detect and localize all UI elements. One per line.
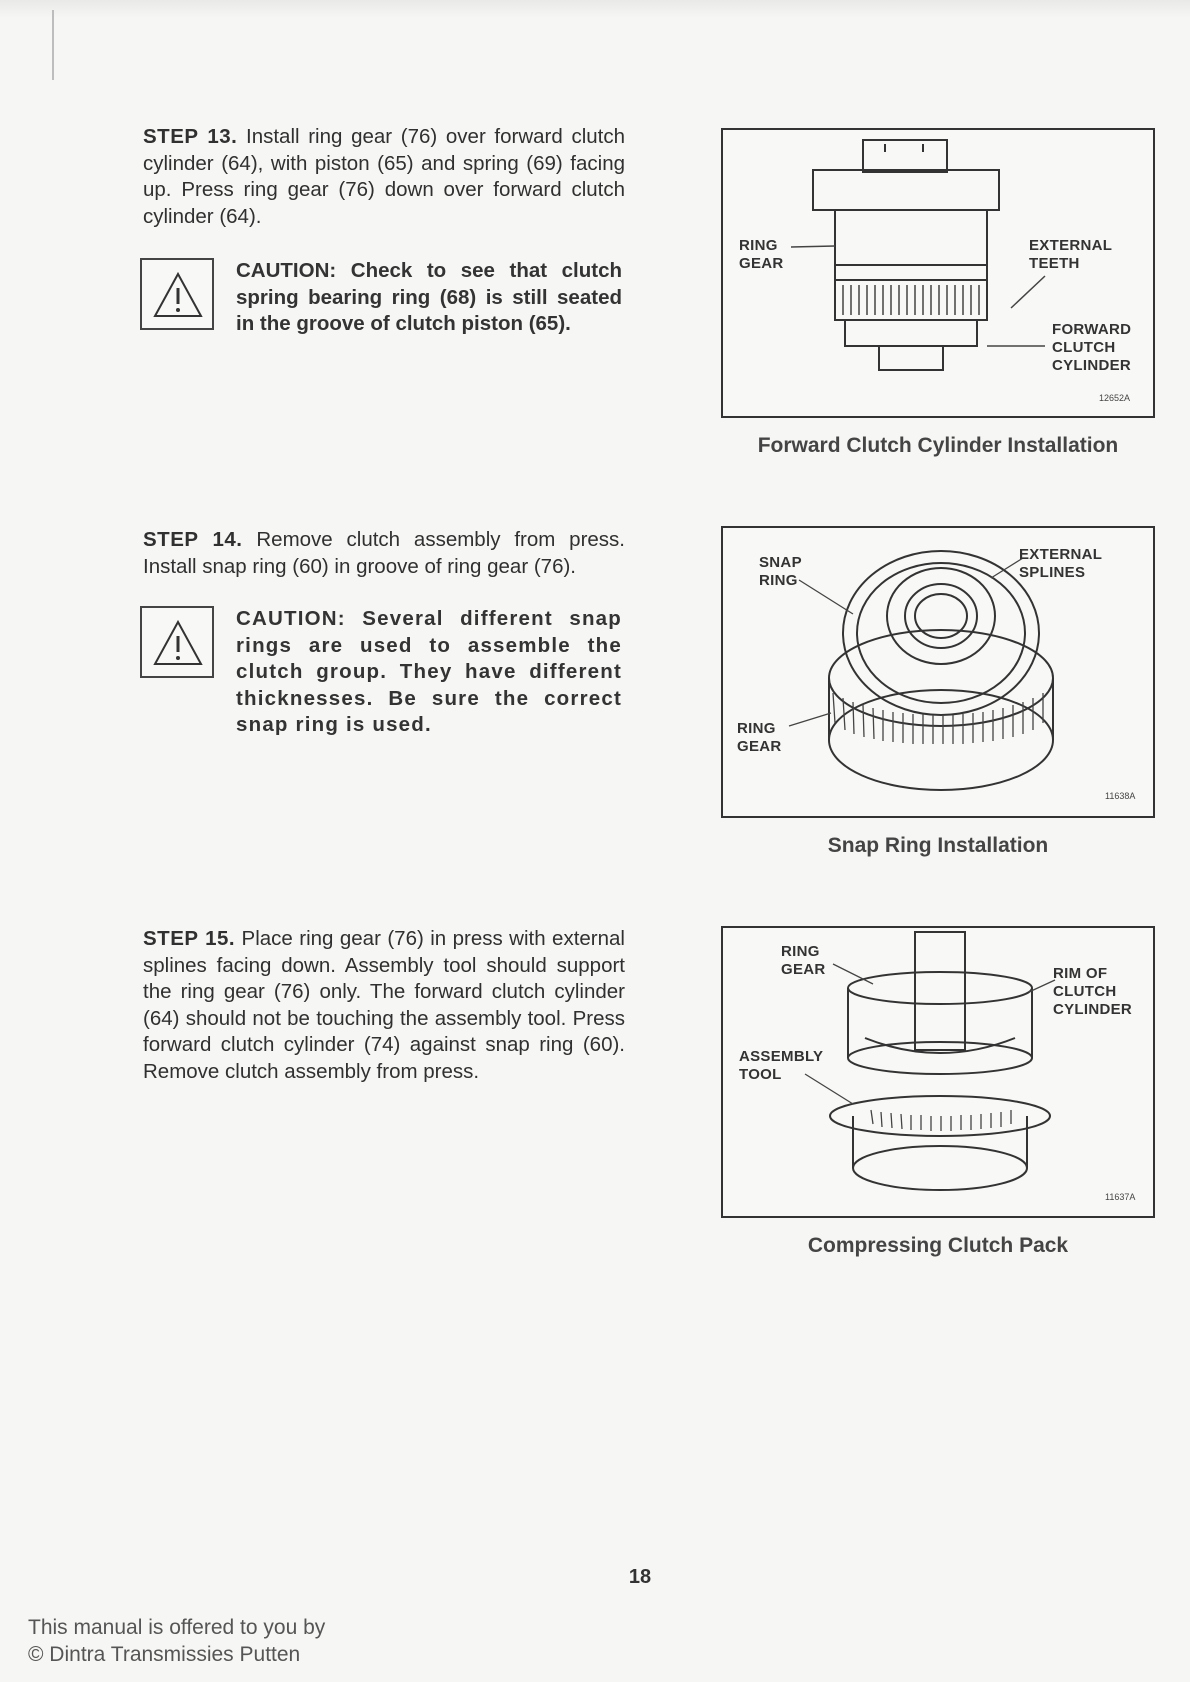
step-13-title: STEP 13. xyxy=(143,125,238,148)
figure-compressing-clutch-pack xyxy=(721,926,1155,1218)
figure-number: 11637A xyxy=(1105,1192,1136,1202)
label-rim-of-clutch-cylinder: RIM OF CLUTCH CYLINDER xyxy=(1053,965,1133,1018)
step-14 xyxy=(143,527,625,580)
step-13-text: Install ring gear (76) over forward clutch cylinder (64), with piston (65) and spring (69) facing up. Press ring gear (76) down over forward clutch cylinder (64). xyxy=(143,125,625,228)
footer-line-2: © Dintra Transmissies Putten xyxy=(28,1643,301,1666)
scan-binding-mark xyxy=(52,10,54,80)
label-snap-ring: SNAP RING xyxy=(759,554,802,589)
warning-triangle-icon xyxy=(140,606,214,678)
figure-caption-3: Compressing Clutch Pack xyxy=(807,1234,1069,1257)
figure-caption-2: Snap Ring Installation xyxy=(827,834,1049,857)
figure-caption-1: Forward Clutch Cylinder Installation xyxy=(757,434,1119,457)
footer-credit xyxy=(28,1614,325,1668)
scan-top-shadow xyxy=(0,0,1190,18)
label-ring-gear: RING GEAR xyxy=(781,943,826,978)
figure-snap-ring xyxy=(721,526,1155,818)
step-15 xyxy=(143,926,625,1085)
label-ring-gear: RING GEAR xyxy=(739,237,784,272)
figure-number: 11638A xyxy=(1105,791,1136,801)
label-external-splines: EXTERNAL SPLINES xyxy=(1019,546,1103,581)
label-forward-clutch-cylinder: FORWARD CLUTCH CYLINDER xyxy=(1052,321,1132,374)
page-number: 18 xyxy=(628,1566,652,1588)
caution-13-text: CAUTION: Check to see that clutch spring bearing ring (68) is still seated in the groove of clutch piston (65). xyxy=(236,259,622,335)
figure-number: 12652A xyxy=(1099,393,1131,403)
label-external-teeth: EXTERNAL TEETH xyxy=(1029,237,1113,272)
footer-line-1: This manual is offered to you by xyxy=(28,1616,326,1639)
label-ring-gear: RING GEAR xyxy=(737,720,782,755)
step-14-text: Remove clutch assembly from press. Install snap ring (60) in groove of ring gear (76). xyxy=(143,528,625,578)
step-15-title: STEP 15. xyxy=(143,927,236,950)
step-15-text: Place ring gear (76) in press with external splines facing down. Assembly tool should support the ring gear (76) only. The forward clutch cylinder (64) should not be touching the assembly tool. Press forward clutch cylinder (74) against snap ring (60). Remove clutch assembly from press. xyxy=(143,927,625,1083)
figure-forward-clutch-cylinder xyxy=(721,128,1155,418)
warning-triangle-icon xyxy=(140,258,214,330)
step-13 xyxy=(143,124,625,230)
caution-14-text: CAUTION: Several different snap rings are used to assemble the clutch group. They have different thicknesses. Be sure the correct snap ring is used. xyxy=(236,607,622,736)
label-assembly-tool: ASSEMBLY TOOL xyxy=(739,1048,824,1083)
step-14-title: STEP 14. xyxy=(143,528,243,551)
